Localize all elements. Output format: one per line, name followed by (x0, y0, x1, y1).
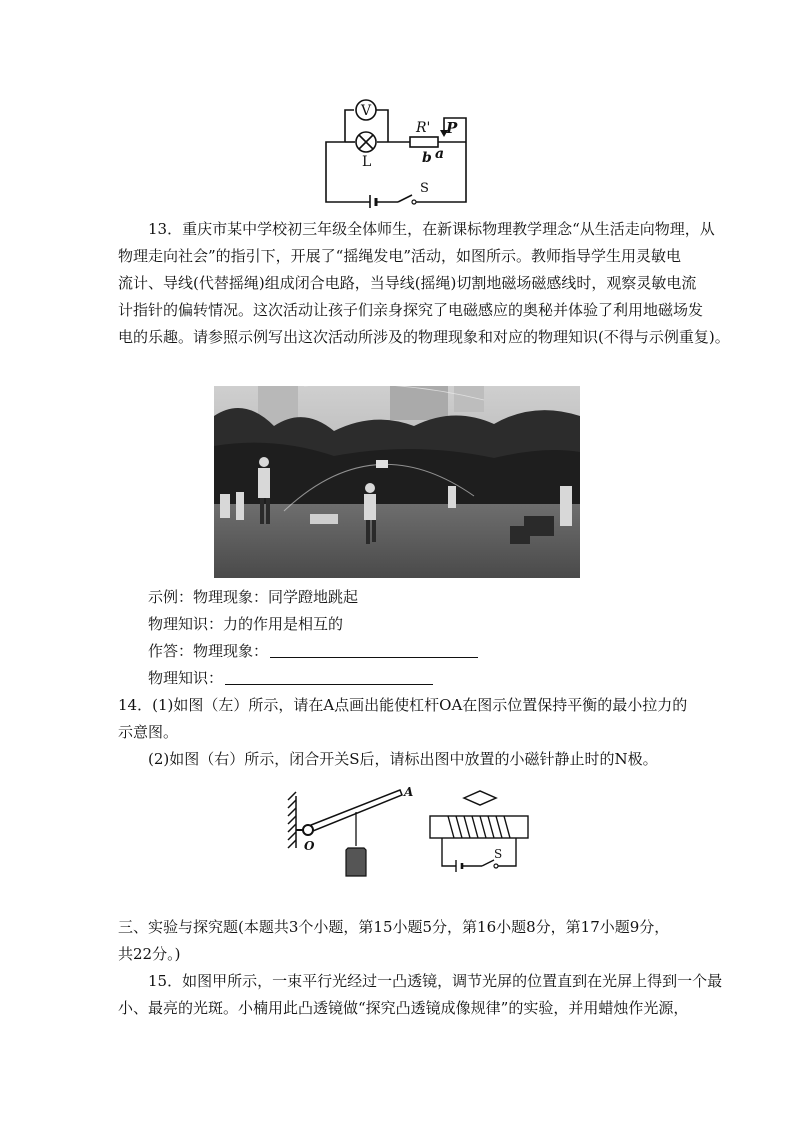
switch-icon (494, 864, 498, 868)
question-15 (118, 968, 723, 1022)
answer-knowledge-label: 物理知识： (148, 669, 224, 687)
q13-line: 电的乐趣。请参照示例写出这次活动所涉及的物理现象和对应的物理知识(不得与示例重复)。 (118, 328, 730, 346)
q13-line: 流计、导线(代替摇绳)组成闭合电路，当导线(摇绳)切割地磁场磁感线时，观察灵敏电流 (118, 274, 697, 292)
compass-needle-icon (464, 791, 496, 805)
q13-answers (118, 584, 698, 692)
end-b-label: b (422, 150, 432, 166)
rheostat-label: R' (416, 120, 431, 136)
rheostat-icon (410, 137, 438, 147)
activity-photo (214, 386, 580, 578)
circuit-diagram (318, 92, 478, 208)
answer-knowledge-blank[interactable] (225, 670, 433, 685)
lever-diagram (286, 786, 416, 882)
solenoid-diagram (424, 786, 534, 882)
example-knowledge: 物理知识：力的作用是相互的 (148, 615, 344, 633)
q14-line: 14．(1)如图（左）所示，请在A点画出能使杠杆OA在图示位置保持平衡的最小拉力的 (118, 696, 688, 714)
slider-label: P (446, 119, 458, 137)
section-3-heading (118, 914, 698, 968)
point-a-label: A (404, 786, 414, 799)
q13-line: 13．重庆市某中学校初三年级全体师生，在新课标物理教学理念“从生活走向物理，从 (148, 220, 715, 238)
question-13 (118, 216, 730, 351)
pivot-icon (303, 825, 313, 835)
lever-bar (306, 790, 402, 833)
q13-line: 计指针的偏转情况。这次活动让孩子们亲身探究了电磁感应的奥秘并体验了利用地磁场发 (118, 301, 704, 319)
section-3-line: 三、实验与探究题(本题共3个小题，第15小题5分，第16小题8分，第17小题9分， (118, 918, 670, 936)
q14-line: (2)如图（右）所示，闭合开关S后，请标出图中放置的小磁针静止时的N极。 (148, 750, 658, 768)
switch-label: S (420, 181, 429, 196)
section-3-line: 共22分。) (118, 945, 181, 963)
lamp-label: L (362, 154, 372, 170)
end-a-label: a (435, 146, 445, 162)
question-14 (118, 692, 698, 773)
q13-line: 物理走向社会”的指引下，开展了“摇绳发电”活动，如图所示。教师指导学生用灵敏电 (118, 247, 682, 265)
q15-line: 15．如图甲所示，一束平行光经过一凸透镜，调节光屏的位置直到在光屏上得到一个最 (148, 972, 723, 990)
switch-icon (412, 200, 416, 204)
voltmeter-label: V (360, 103, 372, 119)
example-phenomenon: 示例：物理现象：同学蹬地跳起 (148, 588, 359, 606)
switch-label: S (494, 847, 503, 861)
answer-phenomenon-blank[interactable] (270, 643, 478, 658)
answer-phenomenon-label: 作答：物理现象： (148, 642, 269, 660)
q15-line: 小、最亮的光斑。小楠用此凸透镜做“探究凸透镜成像规律”的实验，并用蜡烛作光源， (118, 999, 689, 1017)
weight-icon (346, 848, 366, 876)
q14-line: 示意图。 (118, 723, 179, 741)
point-o-label: O (304, 839, 315, 853)
